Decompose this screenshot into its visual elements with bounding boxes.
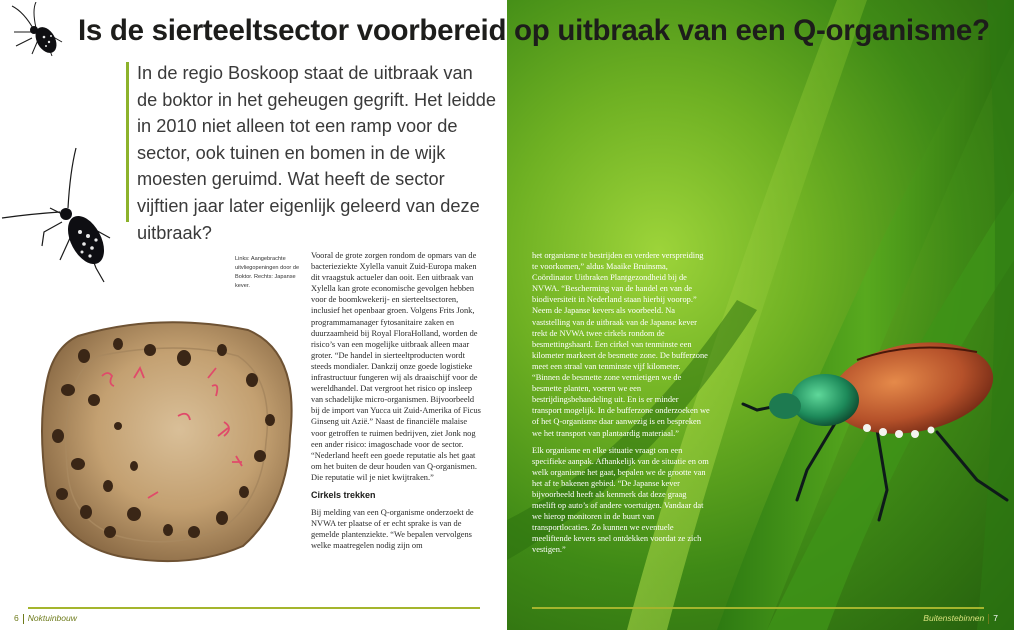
intro-accent-bar — [126, 62, 129, 222]
longhorn-beetle-large-icon — [0, 142, 122, 292]
footer-left — [14, 613, 77, 624]
column-2 — [532, 250, 710, 562]
page-number-right: 7 — [993, 613, 998, 623]
wood-slice-photo — [38, 316, 300, 570]
magazine-name-left: Noktuinbouw — [27, 613, 77, 623]
subheading-cirkels-trekken: Cirkels trekken — [311, 489, 376, 500]
magazine-name-right: Buitenstebinnen — [923, 613, 985, 623]
column-1-paragraph-2: Bij melding van een Q-organisme onderzoekt de NVWA ter plaatse of er echt sprake is van de gemelde plantenziekte. “We bepalen vervolgens welke maatregelen nodig zijn om — [311, 507, 474, 551]
column-1 — [311, 250, 482, 557]
page-number-left: 6 — [14, 613, 19, 623]
headline: Is de sierteeltsector voorbereid op uitbraak van een Q-organisme? — [78, 14, 990, 47]
footer-right — [923, 613, 998, 624]
column-1-paragraph-1: Vooral de grote zorgen rondom de opmars van de bacterieziekte Xylella vanuit Zuid-Europa maken dit vraagstuk actueler dan ooit. Een uitbraak van Xylella kan grote economische gevolgen hebben voor de boomkwekerij- en sierteeltsectoren, inclusief het openbaar groen. Volgens Frits Jonk, programmamanager fytosanitaire zaken en duurzaamheid bij Royal FloraHolland, worden de risico’s van een mogelijke uitbraak alleen maar groter. “De handel in sierteeltproducten wordt steeds mondialer. Dankzij onze goede logistieke infrastructuur fungeren wij als draaischijf voor de wereldhandel. Dat vergroot het risico op insleep van schadelijke micro-organismen. Bijvoorbeeld bij de import van Yucca uit Zuid-Amerika of Ficus Ginseng uit Azië.” Naast de financiële malaise voor getroffen te ruimen bedrijven, ziet Jonk nog een ander risico: imagoschade voor de sector. “Nederland heeft een goede reputatie als het gaat om het buiten de deur houden van Q-organismen. Die reputatie wil je niet kwijtraken.” — [311, 251, 481, 482]
column-2-paragraph-2: Elk organisme en elke situatie vraagt om een specifieke aanpak. Afhankelijk van de situatie en om welk organisme het gaat, bepalen we de grootte van het af te bakenen gebied. “De Japanse kever bijvoorbeeld heeft als kenmerk dat deze graag meelift op auto’s of andere voertuigen. Vandaar dat we hierop monitoren in de buurt van transportlocaties. Zo kunnen we eventuele meeliftende kevers snel ontdekken voordat ze zich vestigen.” — [532, 445, 709, 555]
intro-text: In de regio Boskoop staat de uitbraak van de boktor in het geheugen gegrift. Het leidde in 2010 niet alleen tot een ramp voor de sector, ook tuinen en bomen in de wijk moesten geruimd. Wat heeft de sector vijftien jaar later eigenlijk geleerd van deze uitbraak? — [137, 63, 496, 243]
column-2-paragraph-1: het organisme te bestrijden en verdere verspreiding te voorkomen,” aldus Maaike Bruinsma, Coördinator Uitbraken Plantgezondheid bij de NVWA. “Bescherming van de handel en van de biodiversiteit in Nederland staan hierbij voorop.” Neem de Japanse kevers als voorbeeld. Na vaststelling van de uitbraak van de Japanse kever trekt de NVWA twee cirkels rondom de besmettingshaard. Een cirkel van tenminste een kilometer markeert de besmette zone. De bufferzone meet een straal van tenminste vijf kilometer. “Binnen de besmette zone vernietigen we de besmette planten, voeren we een bestrijdingsbehandeling uit. En is er minder transport mogelijk. In de bufferzone onderzoeken we of het Q-organisme daar aanwezig is en bespreken we het transport van plantaardig materiaal.” — [532, 251, 710, 438]
footer-rule-right — [532, 607, 984, 609]
photo-caption: Links: Aangebrachte uitvliegopeningen door de Boktor. Rechts: Japanse kever. — [235, 256, 300, 289]
right-page-photo — [507, 0, 1014, 630]
footer-rule-left — [28, 607, 480, 609]
longhorn-beetle-small-icon — [4, 2, 68, 62]
